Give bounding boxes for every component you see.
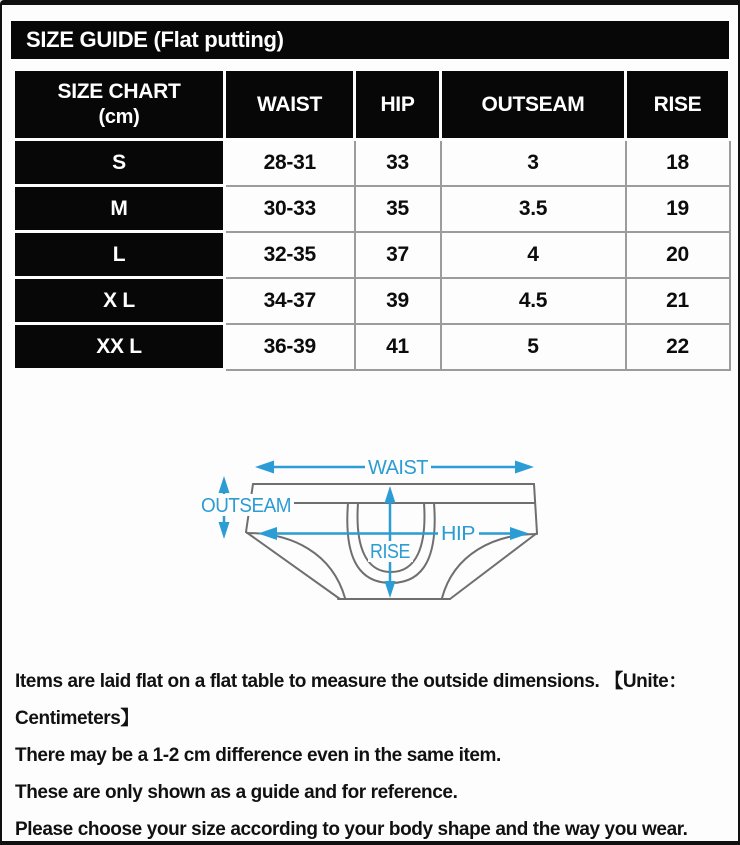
rise-cell: 19 [626,186,730,232]
outseam-cell: 3.5 [441,186,626,232]
rise-cell: 20 [626,232,730,278]
table-row [14,232,730,278]
waist-cell: 34-37 [225,278,355,324]
table-row [14,140,730,186]
header-rise: RISE [626,70,730,140]
hip-cell: 35 [355,186,441,232]
header-hip: HIP [355,70,441,140]
outseam-cell: 4.5 [441,278,626,324]
measurement-notes [15,663,733,845]
note-line: These are only shown as a guide and for reference. [15,782,458,803]
outseam-label: OUTSEAM [201,495,291,517]
header-waist: WAIST [225,70,355,140]
outseam-cell: 4 [441,232,626,278]
waist-label: WAIST [368,457,429,479]
outseam-cell: 3 [441,140,626,186]
rise-cell: 22 [626,324,730,370]
note-line: Items are laid flat on a flat table to measure the outside dimensions. 【Unite： [15,671,687,692]
rise-cell: 18 [626,140,730,186]
page-title: SIZE GUIDE (Flat putting) [11,21,729,59]
hip-cell: 33 [355,140,441,186]
header-outseam: OUTSEAM [441,70,626,140]
rise-label: RISE [370,541,411,563]
size-cell: XX L [14,324,225,370]
briefs-measurement-diagram [182,435,602,650]
waist-cell: 30-33 [225,186,355,232]
hip-label: HIP [441,523,476,545]
rise-cell: 21 [626,278,730,324]
note-line: There may be a 1-2 cm difference even in the same item. [15,745,501,766]
size-cell: S [14,140,225,186]
hip-cell: 41 [355,324,441,370]
size-chart-table [12,68,731,371]
outseam-cell: 5 [441,324,626,370]
waist-cell: 36-39 [225,324,355,370]
note-line: Centimeters】 [15,708,140,729]
waist-cell: 28-31 [225,140,355,186]
size-cell: M [14,186,225,232]
table-header-row [14,70,730,140]
waist-cell: 32-35 [225,232,355,278]
hip-arrow [258,527,529,540]
hip-cell: 37 [355,232,441,278]
hip-cell: 39 [355,278,441,324]
header-size-chart-line1: SIZE CHART [57,80,181,103]
note-line: Please choose your size according to your body shape and the way you wear. [15,819,688,840]
table-row [14,278,730,324]
table-row [14,186,730,232]
size-cell: X L [14,278,225,324]
table-row [14,324,730,370]
header-size-chart [14,70,225,140]
size-cell: L [14,232,225,278]
header-size-chart-line2: (cm) [98,106,140,128]
